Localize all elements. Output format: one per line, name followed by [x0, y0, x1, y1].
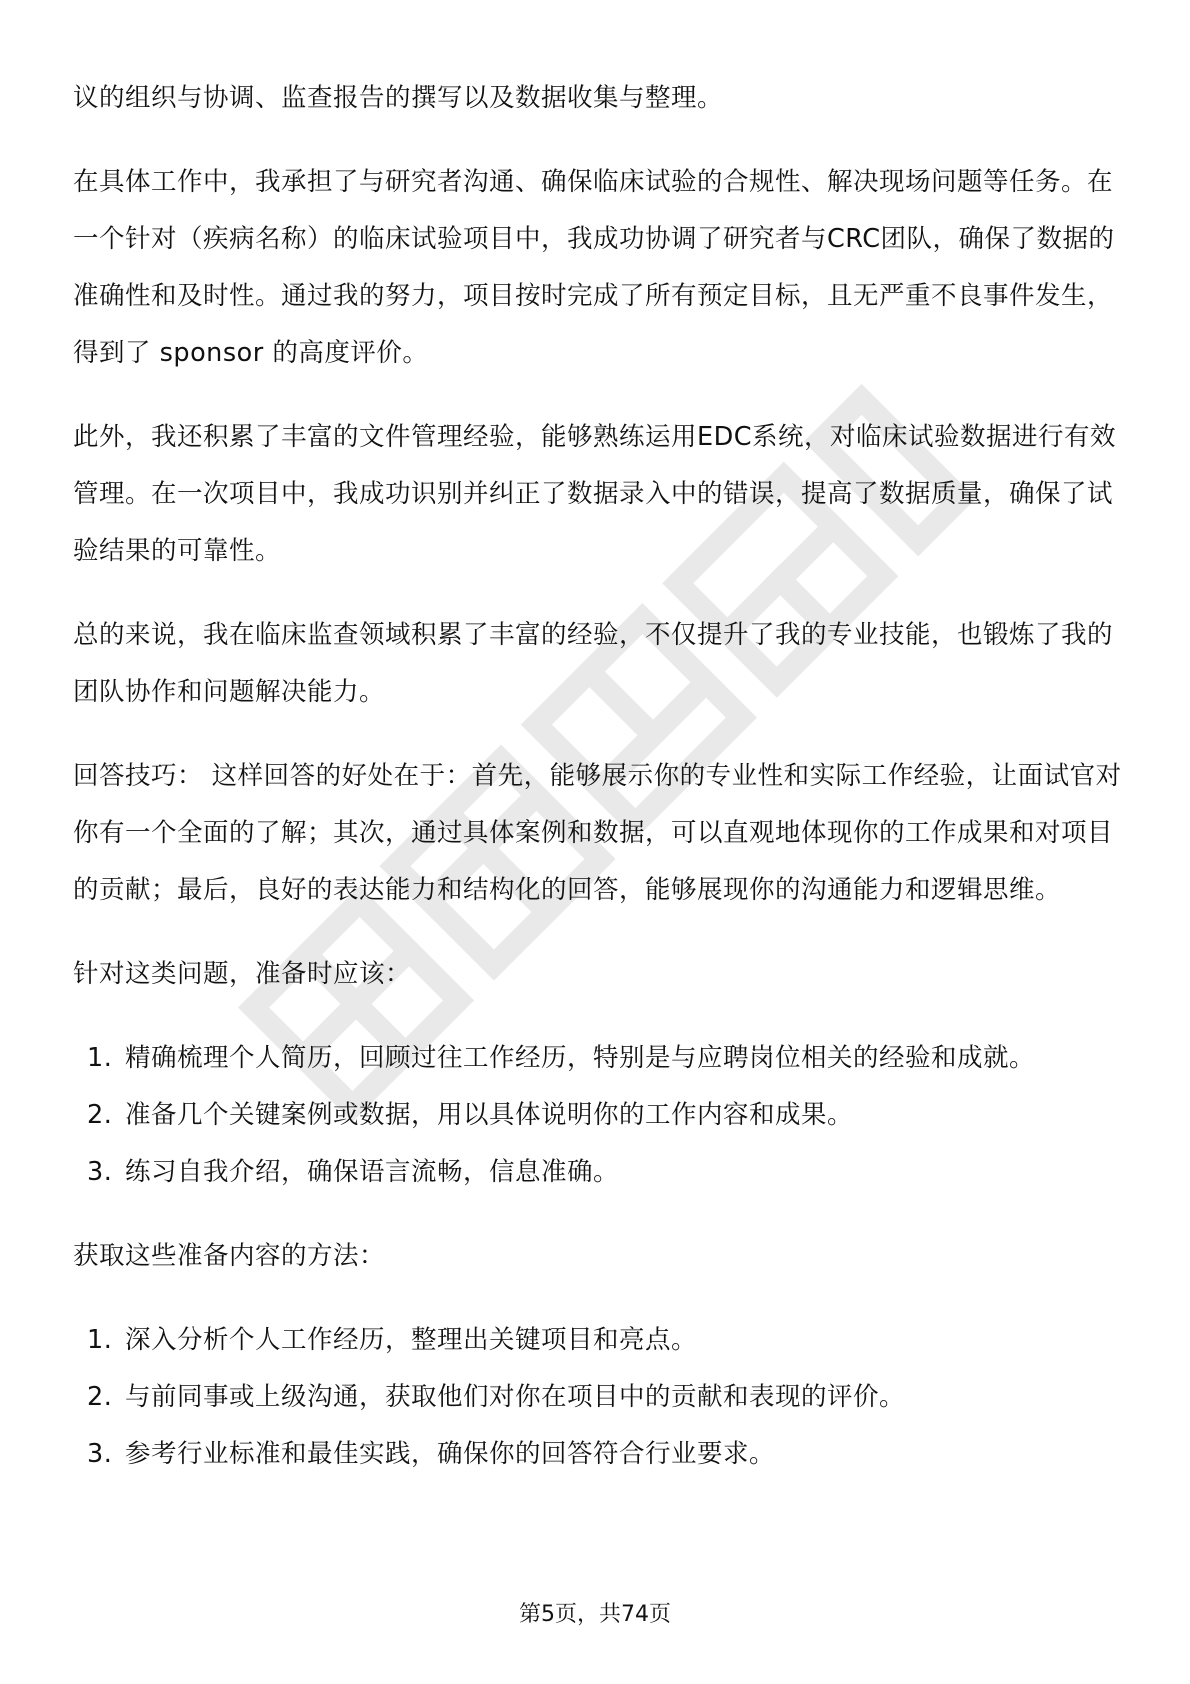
heading-method: 获取这些准备内容的方法： — [73, 1241, 386, 1271]
heading-preparation: 针对这类问题，准备时应该： — [73, 959, 412, 989]
list-number: 3. — [87, 1439, 113, 1469]
list-method — [73, 1312, 1123, 1483]
list-item — [73, 1030, 1123, 1087]
list-number: 3. — [87, 1157, 113, 1187]
list-item — [73, 1087, 1123, 1144]
list-item-text: 精确梳理个人简历，回顾过往工作经历，特别是与应聘岗位相关的经验和成就。 — [125, 1043, 1036, 1073]
list-number: 1. — [87, 1043, 113, 1073]
page-footer: 第5页，共74页 — [519, 1602, 671, 1627]
list-item-text: 准备几个关键案例或数据，用以具体说明你的工作内容和成果。 — [125, 1100, 854, 1130]
list-item-text: 与前同事或上级沟通，获取他们对你在项目中的贡献和表现的评价。 — [125, 1382, 906, 1412]
list-item-text: 参考行业标准和最佳实践，确保你的回答符合行业要求。 — [125, 1439, 776, 1469]
list-number: 2. — [87, 1100, 113, 1130]
paragraph-intro-continued: 议的组织与协调、监查报告的撰写以及数据收集与整理。 — [73, 83, 724, 113]
document-body — [73, 70, 1123, 1510]
list-item-text: 深入分析个人工作经历，整理出关键项目和亮点。 — [125, 1325, 698, 1355]
list-item — [73, 1426, 1123, 1483]
paragraph-work-details: 在具体工作中，我承担了与研究者沟通、确保临床试验的合规性、解决现场问题等任务。在一个针对（疾病名称）的临床试验项目中，我成功协调了研究者与CRC团队，确保了数据的准确性和及时性。通过我的努力，项目按时完成了所有预定目标，且无严重不良事件发生，得到了 sponsor 的高度评价。 — [73, 167, 1115, 368]
list-preparation — [73, 1030, 1123, 1201]
list-item — [73, 1369, 1123, 1426]
paragraph-answer-tips: 回答技巧： 这样回答的好处在于：首先，能够展示你的专业性和实际工作经验，让面试官对你有一个全面的了解；其次，通过具体案例和数据，可以直观地体现你的工作成果和对项目的贡献；最后，良好的表达能力和结构化的回答，能够展现你的沟通能力和逻辑思维。 — [73, 761, 1122, 905]
list-item — [73, 1312, 1123, 1369]
list-number: 2. — [87, 1382, 113, 1412]
list-item-text: 练习自我介绍，确保语言流畅，信息准确。 — [125, 1157, 620, 1187]
list-item — [73, 1144, 1123, 1201]
list-number: 1. — [87, 1325, 113, 1355]
paragraph-document-management: 此外，我还积累了丰富的文件管理经验，能够熟练运用EDC系统，对临床试验数据进行有效管理。在一次项目中，我成功识别并纠正了数据录入中的错误，提高了数据质量，确保了试验结果的可靠性。 — [73, 422, 1117, 566]
paragraph-summary: 总的来说，我在临床监查领域积累了丰富的经验，不仅提升了我的专业技能，也锻炼了我的团队协作和问题解决能力。 — [73, 620, 1114, 707]
